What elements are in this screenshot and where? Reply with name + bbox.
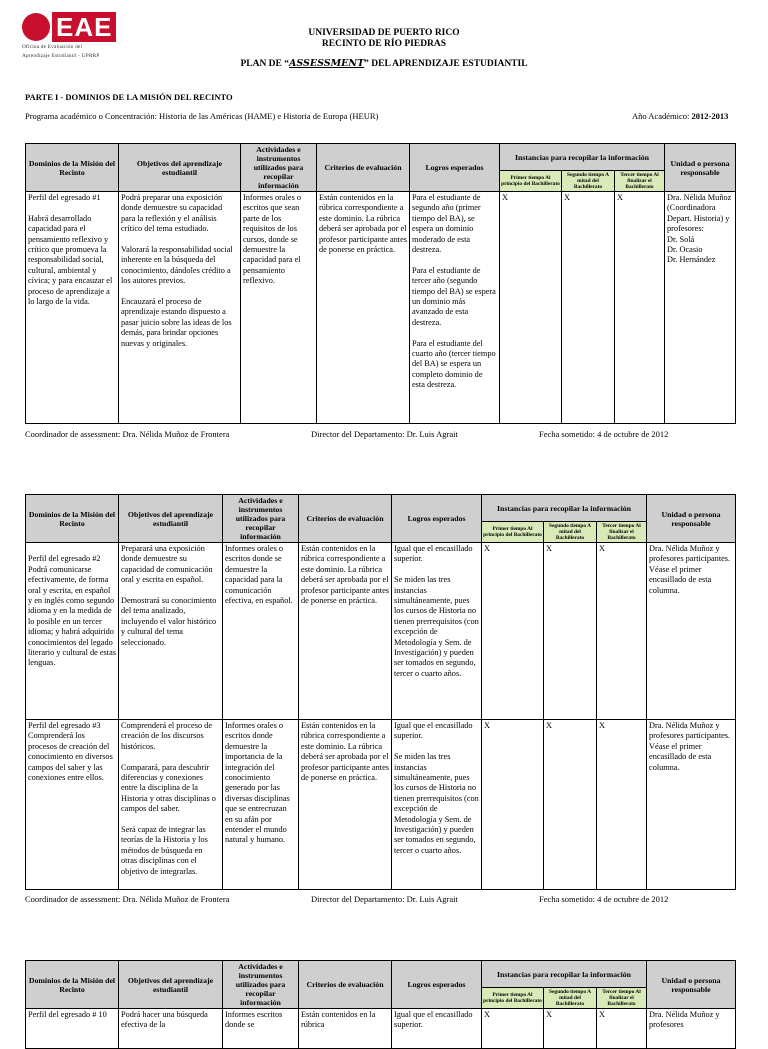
plan-title [0, 58, 768, 69]
header-primer-tiempo: Primer tiempo Al principio del Bachillerato [482, 522, 544, 543]
header-logros: Logros esperados [392, 495, 482, 543]
segundo-tiempo-mark: X [544, 1009, 597, 1049]
logo-subtitle-2: Aprendizaje Estudiantil - UPRRP [22, 52, 100, 59]
table-row [26, 720, 736, 890]
header-unidad: Unidad o persona responsable [647, 495, 736, 543]
logro-text: Para el estudiante de tercer año (segundo tiempo del BA) se espera un dominio más avanzado de esta destreza. [412, 265, 496, 327]
criterios-cell: Están contenidos en la rúbrica correspondiente a este dominio. La rúbrica deberá ser aprobada por el profesor participante antes de ponerse en práctica. [299, 543, 392, 720]
objetivo-text: Valorará la responsabilidad social inherente en la búsqueda del conocimiento, dándoles crédito a los autores previos. [121, 245, 233, 286]
criterios-cell: Están contenidos en la rúbrica correspondiente a este dominio. La rúbrica deberá ser aprobada por el profesor participante antes de ponerse en práctica. [299, 720, 392, 890]
header-objetivos: Objetivos del aprendizaje estudiantil [119, 961, 223, 1009]
actividades-cell: Informes orales o escritos donde demuestre la importancia de la integración del conocimiento generado por las diversas disciplinas que se entrecruzan en su afán por entender el mundo natural y humano. [223, 720, 299, 890]
plan-title-prefix: PLAN DE “ [240, 59, 289, 69]
header-tercer-tiempo: Tercer tiempo Al finalizar el Bachillerato [615, 171, 665, 192]
footer-coordinator: Coordinador de assessment: Dra. Nélida Muñoz de Frontera [25, 429, 230, 439]
assessment-table-2 [25, 494, 736, 890]
actividades-cell: Informes escritos donde se [223, 1009, 299, 1049]
unidad-text: Dr. Solá [667, 234, 695, 244]
header-dominios: Dominios de la Misión del Recinto [26, 144, 119, 192]
unidad-cell: Dra. Nélida Muñoz y profesores participantes. Véase el primer encasillado de esta columna. [647, 720, 736, 890]
plan-title-assessment: ASSESSMENT [289, 58, 365, 69]
table-row [26, 543, 736, 720]
objetivo-text: Comprenderá el proceso de creación de los discursos históricos. [121, 721, 212, 751]
objetivo-text: Demostrará su conocimiento del tema analizado, incluyendo el valor histórico y cultural del tema seleccionado. [121, 596, 217, 647]
university-title: UNIVERSIDAD DE PUERTO RICO [308, 28, 460, 38]
primer-tiempo-mark: X [482, 543, 544, 720]
header-segundo-tiempo: Segundo tiempo A mitad del Bachillerato [544, 988, 597, 1009]
dominio-cell: Perfil del egresado #3 Comprenderá los procesos de creación del conocimiento en diversos campos del saber y las conexiones entre ellos. [26, 720, 119, 890]
primer-tiempo-mark: X [482, 720, 544, 890]
academic-year-value: 2012-2013 [691, 111, 729, 121]
header-logros: Logros esperados [410, 144, 500, 192]
logro-text: Igual que el encasillado superior. [394, 721, 473, 741]
objetivo-text: Podrá preparar una exposición donde demuestre su capacidad para la reflexión y el análisis crítico del tema estudiado. [121, 193, 223, 234]
header-logros: Logros esperados [392, 961, 482, 1009]
segundo-tiempo-mark: X [544, 720, 597, 890]
logro-text: Se miden las tres instancias simultáneamente, pues los cursos de Historia no tienen prerrequisitos (con excepción de Metodología y Sem. de Investigación) y pueden ser tomados en segundo, tercer o cuarto años. [394, 575, 479, 678]
objetivo-text: Comparará, para descubrir diferencias y conexiones entre la disciplina de la Historia y otras disciplinas o campos del saber. [121, 762, 216, 814]
header-actividades: Actividades e instrumentos utilizados para recopilar información [241, 144, 317, 192]
unidad-text: Dra. Nélida Muñoz (Coordinadora Depart. Historia) y profesores: [667, 193, 732, 234]
tercer-tiempo-mark: X [597, 720, 647, 890]
logro-text: Para el estudiante de segundo año (primer tiempo del BA), se espera un dominio moderado de esta destreza. [412, 193, 481, 255]
assessment-table-3 [25, 960, 736, 1049]
actividades-cell: Informes orales o escritos que sean parte de los requisitos de los cursos, donde se demuestre la capacidad para el pensamiento reflexivo. [241, 192, 317, 424]
header-unidad: Unidad o persona responsable [665, 144, 736, 192]
criterios-cell: Están contenidos en la rúbrica correspondiente a este dominio. La rúbrica deberá ser aprobada por el profesor participante antes de ponerse en práctica. [317, 192, 410, 424]
objetivos-cell [119, 543, 223, 720]
header-segundo-tiempo: Segundo tiempo A mitad del Bachillerato [562, 171, 615, 192]
objetivos-cell: Podrá hacer una búsqueda efectiva de la [119, 1009, 223, 1049]
logro-text: Para el estudiante del cuarto año (tercer tiempo del BA) se espera un completo dominio de esta destreza. [412, 338, 496, 390]
table-row [26, 192, 736, 424]
footer-date: Fecha sometido: 4 de octubre de 2012 [539, 429, 669, 439]
assessment-table-1 [25, 143, 736, 424]
objetivo-text: Será capaz de integrar las teorías de la Historia y los métodos de búsqueda en otras disciplinas con el objetivo de integrarlas. [121, 825, 208, 876]
table-row [26, 1009, 736, 1049]
header-actividades: Actividades e instrumentos utilizados para recopilar información [223, 961, 299, 1009]
academic-year-label: Año Académico: [632, 111, 692, 121]
header-actividades: Actividades e instrumentos utilizados para recopilar información [223, 495, 299, 543]
dominio-cell [26, 543, 119, 720]
header-dominios: Dominios de la Misión del Recinto [26, 495, 119, 543]
unidad-cell [665, 192, 736, 424]
header-tercer-tiempo: Tercer tiempo Al finalizar el Bachillerato [597, 522, 647, 543]
logo-subtitle-1: Oficina de Evaluación del [22, 44, 83, 50]
objetivo-text: Preparará una exposición donde demuestre su capacidad de comunicación oral y escrita en español. [121, 544, 213, 585]
objetivos-cell [119, 192, 241, 424]
dominio-text: Perfil del egresado #2 Podrá comunicarse efectivamente, de forma oral y escrita, en español y en inglés como segundo idioma y en la medida de lo posible en un tercer idioma; y habrá adquirido conocimientos del legado literario y cultural de estas lenguas. [28, 554, 117, 668]
program-line: Programa académico o Concentración: Historia de las Américas (HAME) e Historia de Europa (HEUR) [25, 111, 379, 121]
logro-text: Se miden las tres instancias simultáneamente, pues los cursos de Historia no tienen prerrequisitos (con excepción de Metodología y Sem. de Investigación) y pueden ser tomados en segundo, tercer o cuarto años. [394, 752, 479, 855]
logros-cell [392, 543, 482, 720]
plan-title-suffix: ” DEL APRENDIZAJE ESTUDIANTIL [364, 59, 528, 69]
unidad-cell: Dra. Nélida Muñoz y profesores participantes. Véase el primer encasillado de esta columna. [647, 543, 736, 720]
primer-tiempo-mark: X [500, 192, 562, 424]
tercer-tiempo-mark: X [597, 1009, 647, 1049]
objetivo-text: Encauzará el proceso de aprendizaje estando dispuesto a pasar juicio sobre las ideas de los demás, para brindar opciones nuevas y originales. [121, 297, 232, 348]
header-dominios: Dominios de la Misión del Recinto [26, 961, 119, 1009]
footer-coordinator: Coordinador de assessment: Dra. Nélida Muñoz de Frontera [25, 894, 230, 904]
header-instancias: Instancias para recopilar la información [500, 144, 665, 171]
header-objetivos: Objetivos del aprendizaje estudiantil [119, 495, 223, 543]
header-criterios: Criterios de evaluación [299, 495, 392, 543]
header-objetivos: Objetivos del aprendizaje estudiantil [119, 144, 241, 192]
logros-cell: Igual que el encasillado superior. [392, 1009, 482, 1049]
part-title: PARTE I - DOMINIOS DE LA MISIÓN DEL RECINTO [25, 92, 233, 102]
unidad-text: Dr. Ocasio [667, 245, 703, 255]
footer-director: Director del Departamento: Dr. Luis Agrait [311, 894, 458, 904]
dominio-title: Perfil del egresado #1 [28, 193, 101, 202]
header-tercer-tiempo: Tercer tiempo Al finalizar el Bachillerato [597, 988, 647, 1009]
campus-title: RECINTO DE RÍO PIEDRAS [321, 39, 447, 49]
dominio-cell [26, 192, 119, 424]
logros-cell [410, 192, 500, 424]
logros-cell [392, 720, 482, 890]
primer-tiempo-mark: X [482, 1009, 544, 1049]
header-segundo-tiempo: Segundo tiempo A mitad del Bachillerato [544, 522, 597, 543]
unidad-cell: Dra. Nélida Muñoz y profesores [647, 1009, 736, 1049]
header-criterios: Criterios de evaluación [317, 144, 410, 192]
logro-text: Igual que el encasillado superior. [394, 544, 473, 564]
segundo-tiempo-mark: X [544, 543, 597, 720]
unidad-text: Dr. Hernández [667, 255, 716, 265]
footer-director: Director del Departamento: Dr. Luis Agrait [311, 429, 458, 439]
actividades-cell: Informes orales o escritos donde se demuestre la capacidad para la comunicación efectiva, en español. [223, 543, 299, 720]
objetivos-cell [119, 720, 223, 890]
header-primer-tiempo: Primer tiempo Al principio del Bachillerato [482, 988, 544, 1009]
segundo-tiempo-mark: X [562, 192, 615, 424]
header-instancias: Instancias para recopilar la información [482, 495, 647, 522]
tercer-tiempo-mark: X [615, 192, 665, 424]
dominio-text: Habrá desarrollado capacidad para el pensamiento reflexivo y crítico que promueva la responsabilidad social, cultural, ambiental y cívica; y para encauzar el proceso de aprendizaje a lo largo de la vida. [28, 213, 113, 307]
header-primer-tiempo: Primer tiempo Al principio del Bachillerato [500, 171, 562, 192]
header-instancias: Instancias para recopilar la información [482, 961, 647, 988]
criterios-cell: Están contenidos en la rúbrica [299, 1009, 392, 1049]
academic-year [632, 111, 728, 121]
dominio-cell: Perfil del egresado # 10 [26, 1009, 119, 1049]
tercer-tiempo-mark: X [597, 543, 647, 720]
footer-date: Fecha sometido: 4 de octubre de 2012 [539, 894, 669, 904]
header-criterios: Criterios de evaluación [299, 961, 392, 1009]
header-unidad: Unidad o persona responsable [647, 961, 736, 1009]
logo-text: EAE [52, 12, 116, 42]
